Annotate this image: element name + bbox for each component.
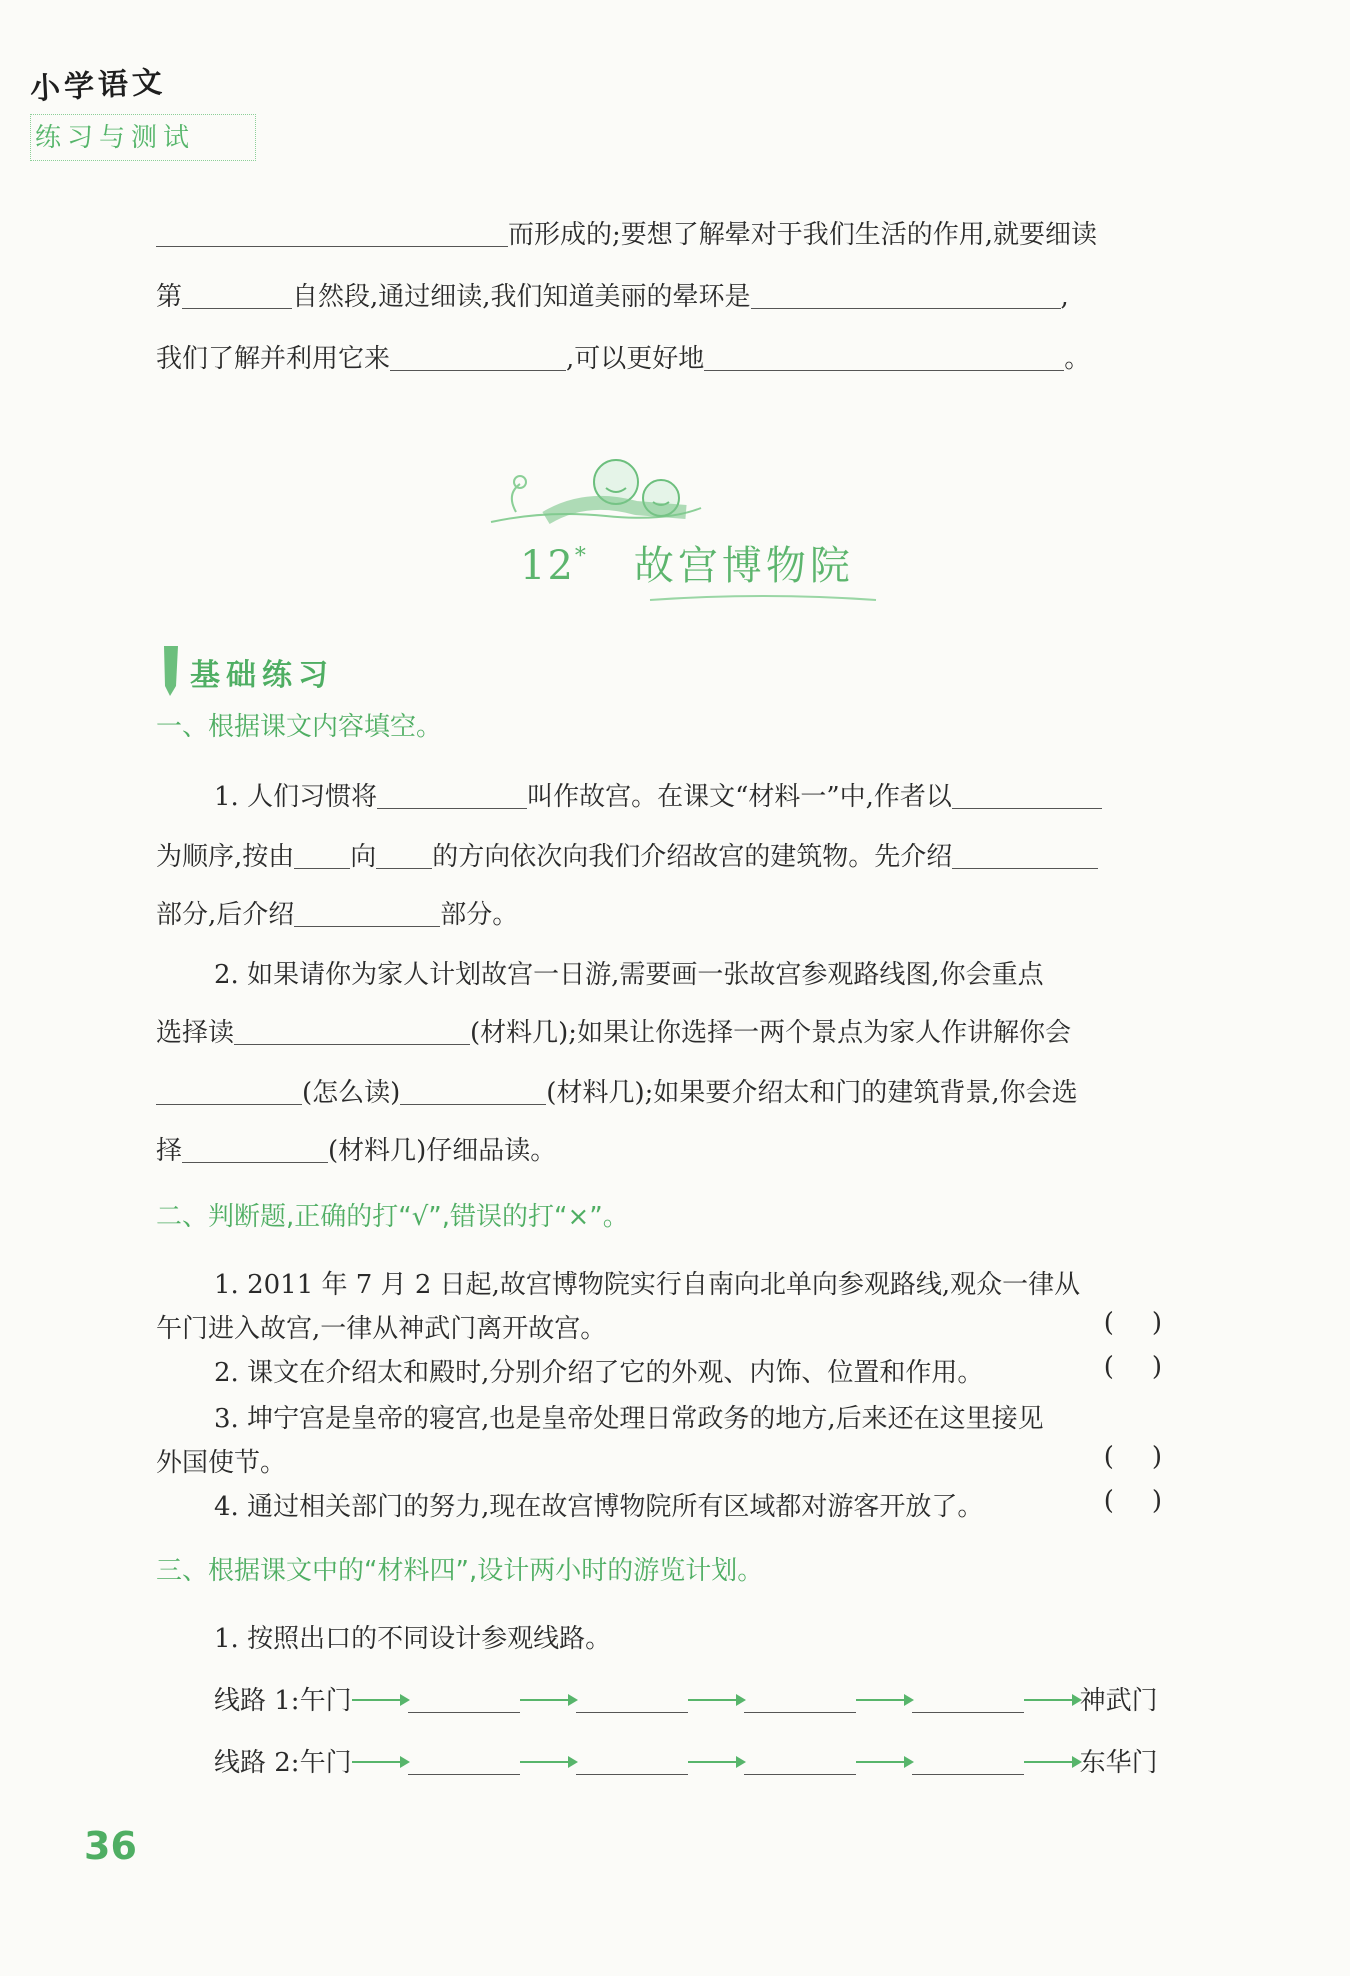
arrow-icon <box>520 1761 576 1763</box>
arrow-icon <box>856 1699 912 1701</box>
lesson-number: 12 <box>520 543 575 589</box>
answer-blank[interactable] <box>576 1749 688 1775</box>
answer-blank[interactable] <box>744 1687 856 1713</box>
q2-line-3: (怎么读) (材料几);如果要介绍太和门的建筑背景,你会选 <box>156 1072 1200 1109</box>
intro-line-1: 而形成的;要想了解晕对于我们生活的作用,就要细读 <box>156 214 1200 251</box>
answer-blank[interactable] <box>294 901 440 927</box>
arrow-icon <box>352 1699 408 1701</box>
answer-blank[interactable] <box>912 1687 1024 1713</box>
part1-heading: 一、根据课文内容填空。 <box>156 712 443 742</box>
answer-blank[interactable] <box>952 783 1102 809</box>
answer-parentheses[interactable]: () <box>1103 1486 1200 1516</box>
answer-blank[interactable] <box>576 1687 688 1713</box>
answer-blank[interactable] <box>912 1749 1024 1775</box>
arrow-icon <box>688 1761 744 1763</box>
judge-2: 2. 课文在介绍太和殿时,分别介绍了它的外观、内饰、位置和作用。 () <box>214 1352 1200 1388</box>
intro-line-3: 我们了解并利用它来 ,可以更好地 。 <box>156 344 1091 374</box>
page-number: 36 <box>84 1824 137 1868</box>
judge-3-line-1: 3. 坤宁宫是皇帝的寝宫,也是皇帝处理日常政务的地方,后来还在这里接见 <box>214 1404 1044 1434</box>
arrow-icon <box>1024 1761 1080 1763</box>
answer-blank[interactable] <box>376 843 432 869</box>
answer-blank[interactable] <box>952 843 1098 869</box>
answer-blank[interactable] <box>408 1749 520 1775</box>
answer-parentheses[interactable]: () <box>1103 1352 1200 1382</box>
q2-line-1: 2. 如果请你为家人计划故宫一日游,需要画一张故宫参观路线图,你会重点 <box>214 960 1044 990</box>
arrow-icon <box>688 1699 744 1701</box>
book-header <box>30 64 256 161</box>
answer-blank[interactable] <box>400 1079 546 1105</box>
answer-blank[interactable] <box>156 1079 302 1105</box>
answer-blank[interactable] <box>156 221 508 247</box>
judge-3-line-2: 外国使节。 () <box>156 1442 1200 1478</box>
q1-line-2: 为顺序,按由 向 的方向依次向我们介绍故宫的建筑物。先介绍 <box>156 836 1200 873</box>
judge-4: 4. 通过相关部门的努力,现在故宫博物院所有区域都对游客开放了。 () <box>214 1486 1200 1522</box>
kids-illustration <box>486 446 706 536</box>
answer-blank[interactable] <box>744 1749 856 1775</box>
judge-1-line-2: 午门进入故宫,一律从神武门离开故宫。 () <box>156 1308 1200 1344</box>
lesson-title: 12* 故宫博物院 <box>520 543 854 589</box>
title-underline <box>648 594 878 604</box>
judge-1-line-1: 1. 2011 年 7 月 2 日起,故宫博物院实行自南向北单向参观路线,观众一律从 <box>214 1270 1081 1300</box>
pencil-icon <box>156 642 186 698</box>
part3-heading: 三、根据课文中的“材料四”,设计两小时的游览计划。 <box>156 1556 764 1586</box>
part2-heading: 二、判断题,正确的打“√”,错误的打“×”。 <box>156 1202 629 1232</box>
book-title: 小学语文 <box>29 64 167 107</box>
answer-blank[interactable] <box>408 1687 520 1713</box>
answer-blank[interactable] <box>234 1019 470 1045</box>
q2-line-4: 择 (材料几)仔细品读。 <box>156 1136 557 1166</box>
answer-blank[interactable] <box>294 843 350 869</box>
arrow-icon <box>856 1761 912 1763</box>
answer-blank[interactable] <box>182 1137 328 1163</box>
answer-parentheses[interactable]: () <box>1103 1442 1200 1472</box>
answer-parentheses[interactable]: () <box>1103 1308 1200 1338</box>
q1-line-3: 部分,后介绍 部分。 <box>156 900 519 930</box>
arrow-icon <box>1024 1699 1080 1701</box>
q2-line-2: 选择读 (材料几);如果让你选择一两个景点为家人作讲解你会 <box>156 1018 1072 1048</box>
answer-blank[interactable] <box>390 345 566 371</box>
intro-line-2: 第 自然段,通过细读,我们知道美丽的晕环是 , <box>156 282 1069 312</box>
arrow-icon <box>520 1699 576 1701</box>
answer-blank[interactable] <box>704 345 1064 371</box>
lesson-name: 故宫博物院 <box>633 543 854 589</box>
answer-blank[interactable] <box>182 283 292 309</box>
part3-q1: 1. 按照出口的不同设计参观线路。 <box>214 1624 612 1654</box>
section-badge: 基础练习 <box>156 650 334 694</box>
route-1: 线路 1:午门 神武门 <box>214 1686 1158 1716</box>
book-subtitle: 练习与测试 <box>30 114 256 161</box>
answer-blank[interactable] <box>377 783 527 809</box>
route-2: 线路 2:午门 东华门 <box>214 1748 1158 1778</box>
answer-blank[interactable] <box>751 283 1061 309</box>
arrow-icon <box>352 1761 408 1763</box>
q1-line-1: 1. 人们习惯将 叫作故宫。在课文“材料一”中,作者以 <box>156 776 1200 813</box>
